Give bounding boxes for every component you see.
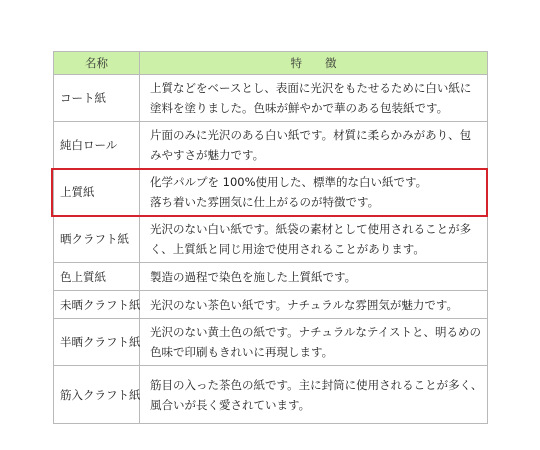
table-row [54,75,488,122]
description-line: く、上質紙と同じ用途で使用されることがあります。 [150,242,425,256]
description-line: 筋目の入った茶色の紙です。主に封筒に使用されることが多く、 [150,377,483,392]
paper-description [140,75,488,122]
paper-description [140,122,488,169]
description-line: 製造の過程で染色を施した上質紙です。 [150,269,357,284]
table-row [54,319,488,366]
description-line: 風合いが長く愛されています。 [150,397,311,412]
description-line: みやすさが魅力です。 [150,148,265,162]
paper-name: 晒クラフト紙 [54,216,140,263]
table-row [54,263,488,291]
paper-description [140,263,488,291]
paper-name: 純白ロール [54,122,140,169]
table-row [54,216,488,263]
paper-name: 半晒クラフト紙 [54,319,140,366]
description-line: 色味で印刷もきれいに再現します。 [150,345,334,359]
paper-name: 未晒クラフト紙 [54,291,140,319]
table-row [54,291,488,319]
paper-description [140,216,488,263]
description-line: 落ち着いた雰囲気に仕上がるのが特徴です。 [150,195,380,209]
description-line: 塗料を塗りました。色味が鮮やかで華のある包装紙です。 [150,101,449,115]
highlight-box [51,168,488,217]
paper-name: 上質紙 [54,169,140,216]
description-line: 化学パルプを 100%使用した、標準的な白い紙です。 [150,175,428,189]
paper-name: 色上質紙 [54,263,140,291]
paper-name: 筋入クラフト紙 [54,366,140,424]
header-name: 名称 [54,52,140,75]
description-line: 上質などをベースとし、表面に光沢をもたせるために白い紙に [150,81,472,95]
paper-description [140,319,488,366]
description-line: 光沢のない黄土色の紙です。ナチュラルなテイストと、明るめの [150,325,481,339]
table-row [54,122,488,169]
paper-types-table [53,51,488,424]
description-line: 光沢のない茶色い紙です。ナチュラルな雰囲気が魅力です。 [150,297,458,312]
paper-description [140,366,488,424]
paper-description [140,291,488,319]
table-row [54,366,488,424]
description-line: 片面のみに光沢のある白い紙です。材質に柔らかみがあり、包 [150,128,472,142]
paper-name: コート紙 [54,75,140,122]
table-header-row [54,52,488,75]
description-line: 光沢のない白い紙です。紙袋の素材として使用されることが多 [150,222,472,236]
header-feature: 特 徴 [140,52,488,75]
